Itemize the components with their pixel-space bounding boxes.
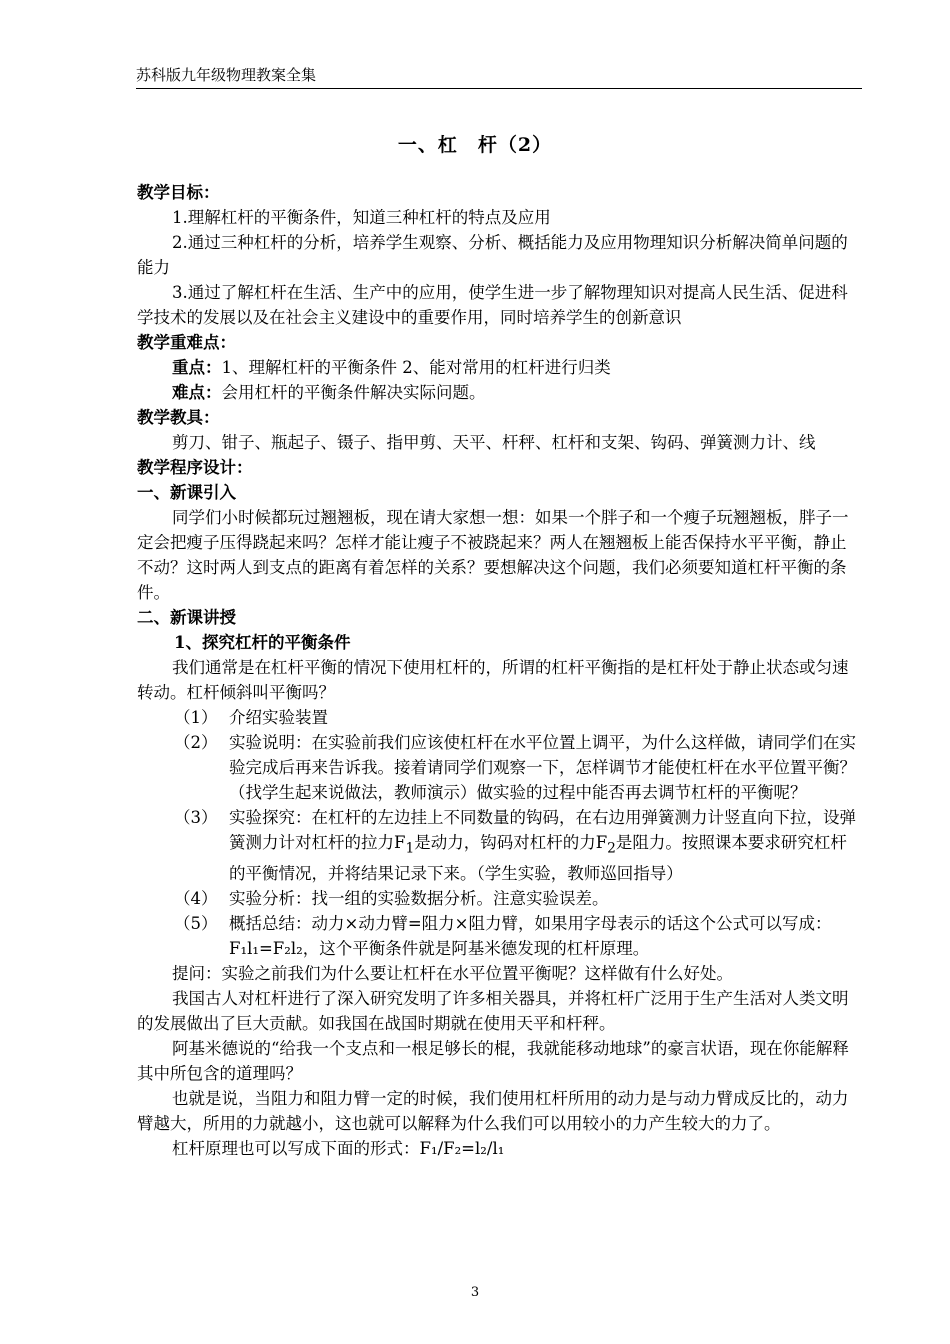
header-divider	[136, 88, 862, 89]
lesson-title: 一、杠 杆（2）	[397, 134, 553, 156]
step-number: （2）	[174, 733, 218, 752]
lesson-paragraph-4: 也就是说，当阻力和阻力臂一定的时候，我们使用杠杆所用的动力是与动力臂成反比的，动力臂越大，所用的力就越小，这也就可以解释为什么我们可以用较小的力产生较大的力了。	[137, 1089, 849, 1134]
step-text: 实验说明：在实验前我们应该使杠杆在水平位置上调平，为什么这样做，请同学们在实验完成后再来告诉我。接着请同学们观察一下，怎样调节才能使杠杆在水平位置平衡？（找学生起来说做法，教师演示）做实验的过程中能否再去调节杠杆的平衡呢？	[229, 733, 856, 802]
subscript: 1	[405, 840, 415, 857]
difficulty-point	[137, 380, 862, 405]
page-number: 3	[470, 1285, 480, 1300]
lesson-paragraph-1: 我们通常是在杠杆平衡的情况下使用杠杆的，所谓的杠杆平衡指的是杠杆处于静止状态或匀速转动。杠杆倾斜叫平衡吗？	[137, 658, 849, 702]
step-text-part: 实验探究：在杠杆的左边挂上不同数量的钩码，在右边用弹簧测力计竖直向下拉，设弹簧测力计对杠杆的拉力F	[229, 808, 856, 852]
formula: F₁/F₂=l₂/l₁	[419, 1139, 505, 1159]
step-text: 实验分析：找一组的实验数据分析。注意实验误差。	[229, 889, 609, 909]
formula-intro: 杠杆原理也可以写成下面的形式：	[172, 1139, 420, 1159]
design-heading: 教学程序设计：	[137, 458, 253, 477]
running-header: 苏科版九年级物理教案全集	[136, 66, 317, 84]
objective-3: 3.通过了解杠杆在生活、生产中的应用，使学生进一步了解物理知识对提高人民生活、促进科学技术的发展以及在社会主义建设中的重要作用，同时培养学生的创新意识	[137, 283, 848, 327]
lesson-paragraph-2: 我国古人对杠杆进行了深入研究发明了许多相关器具，并将杠杆广泛用于生产生活对人类文明的发展做出了巨大贡献。如我国在战国时期就在使用天平和杆秤。	[137, 989, 849, 1034]
step-1	[137, 705, 862, 730]
step-number: （1）	[174, 708, 218, 727]
intro-paragraph: 同学们小时候都玩过翘翘板，现在请大家想一想：如果一个胖子和一个瘦子玩翘翘板，胖子一定会把瘦子压得跷起来吗？怎样才能让瘦子不被跷起来？两人在翘翘板上能否保持水平平衡，静止不动？这时两人到支点的距离有着怎样的关系？要想解决这个问题，我们必须要知道杠杆平衡的条件。	[137, 508, 849, 602]
step-text-part: 概括总结：动力×动力臂=阻力×阻力臂，如果用字母表示的话这个公式可以写成：	[229, 914, 832, 934]
step-number: （3）	[174, 808, 218, 827]
step-4	[137, 886, 862, 911]
objectives-heading: 教学目标：	[137, 183, 220, 202]
lesson-paragraph-3: 阿基米德说的“给我一个支点和一根足够长的棍，我就能移动地球”的豪言状语，现在你能解释其中所包含的道理吗？	[137, 1039, 849, 1084]
focus-point	[137, 355, 862, 380]
step-5	[137, 911, 862, 961]
step-text-part: ，这个平衡条件就是阿基米德发现的杠杆原理。	[302, 939, 650, 959]
subscript: 2	[607, 840, 616, 857]
lesson-paragraph-5	[137, 1136, 862, 1161]
step-number: （5）	[174, 914, 218, 934]
question-paragraph: 提问：实验之前我们为什么要让杠杆在水平位置平衡呢？这样做有什么好处。	[172, 964, 733, 984]
tools-list: 剪刀、钳子、瓶起子、镊子、指甲剪、天平、杆秤、杠杆和支架、钩码、弹簧测力计、线	[172, 433, 816, 452]
step-text	[229, 911, 862, 961]
objective-2: 2.通过三种杠杆的分析，培养学生观察、分析、概括能力及应用物理知识分析解决简单问题的能力	[137, 233, 848, 277]
lesson-content	[137, 180, 862, 1161]
objective-1: 1.理解杠杆的平衡条件，知道三种杠杆的特点及应用	[172, 208, 551, 227]
key-points-heading: 教学重难点：	[137, 333, 236, 352]
difficulty-label: 难点：	[172, 383, 222, 402]
step-2	[137, 730, 862, 805]
step-text: 介绍实验装置	[229, 708, 328, 727]
step-3	[137, 805, 862, 886]
lesson-heading: 二、新课讲授	[137, 608, 236, 627]
step-text-part: 是动力，钩码对杠杆的力F	[414, 833, 608, 852]
focus-label: 重点：	[172, 358, 222, 377]
step-number: （4）	[174, 889, 218, 909]
difficulty-text: 会用杠杆的平衡条件解决实际问题。	[221, 383, 486, 402]
intro-heading: 一、新课引入	[137, 483, 236, 502]
lesson-subheading: 1、探究杠杆的平衡条件	[174, 633, 351, 652]
tools-heading: 教学教具：	[137, 408, 220, 427]
step-text	[229, 805, 862, 886]
focus-text: 1、理解杠杆的平衡条件 2、能对常用的杠杆进行归类	[221, 358, 611, 377]
step-text-part: 是阻力。按照课本要求研究杠杆的平衡情况，并将结果记录下来。（学生实验，教师巡回指导）	[229, 833, 847, 884]
formula: F₁l₁=F₂l₂	[229, 939, 303, 959]
